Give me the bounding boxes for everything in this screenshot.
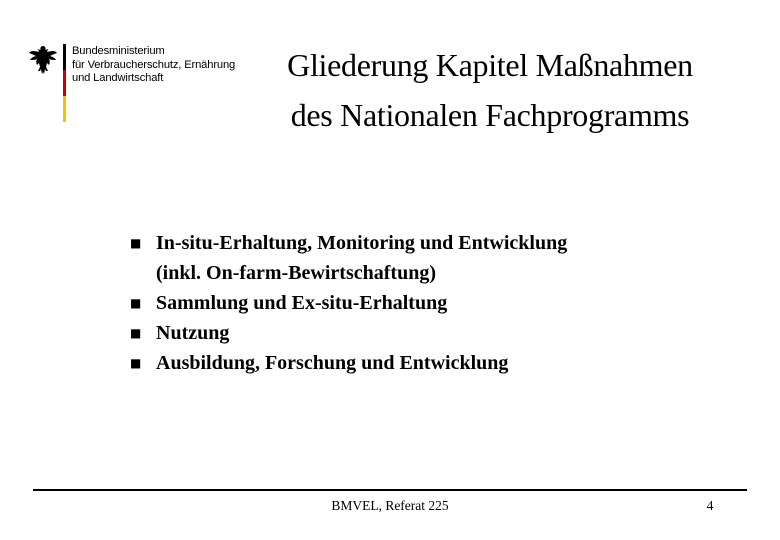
bullet-text: In-situ-Erhaltung, Monitoring und Entwicklung [156,232,568,254]
bullet-marker-icon: ■ [130,356,142,370]
bullet-marker-icon: ■ [130,236,142,250]
ministry-name-line: für Verbraucherschutz, Ernährung [72,58,236,71]
flag-stripe-black [63,44,66,70]
footer-divider [33,489,747,491]
bullet-text: Nutzung [156,322,230,344]
page-number: 4 [706,498,714,513]
slide-title-line: des Nationalen Fachprogramms [290,97,690,133]
bullet-marker-icon: ■ [130,296,142,310]
footer-text: BMVEL, Referat 225 [331,498,449,513]
bullet-marker-icon: ■ [130,326,142,340]
bullet-item [130,348,567,378]
bullet-item [130,288,567,318]
ministry-name [72,45,235,86]
bullet-item [130,228,567,288]
ministry-name-line: Bundesministerium [72,45,165,57]
federal-eagle-icon [28,44,58,78]
ministry-logo [28,44,248,124]
bullet-item [130,318,567,348]
slide-title-line: Gliederung Kapitel Maßnahmen [287,47,693,83]
bullet-text: (inkl. On-farm-Bewirtschaftung) [156,262,436,284]
flag-stripe-gold [63,96,66,122]
slide-title [250,40,730,140]
bullet-text: Sammlung und Ex-situ-Erhaltung [156,292,448,314]
ministry-name-line: und Landwirtschaft [72,72,164,84]
bullet-text: Ausbildung, Forschung und Entwicklung [156,352,509,374]
flag-bar [63,44,66,122]
flag-stripe-red [63,70,66,96]
bullet-list [130,228,567,378]
